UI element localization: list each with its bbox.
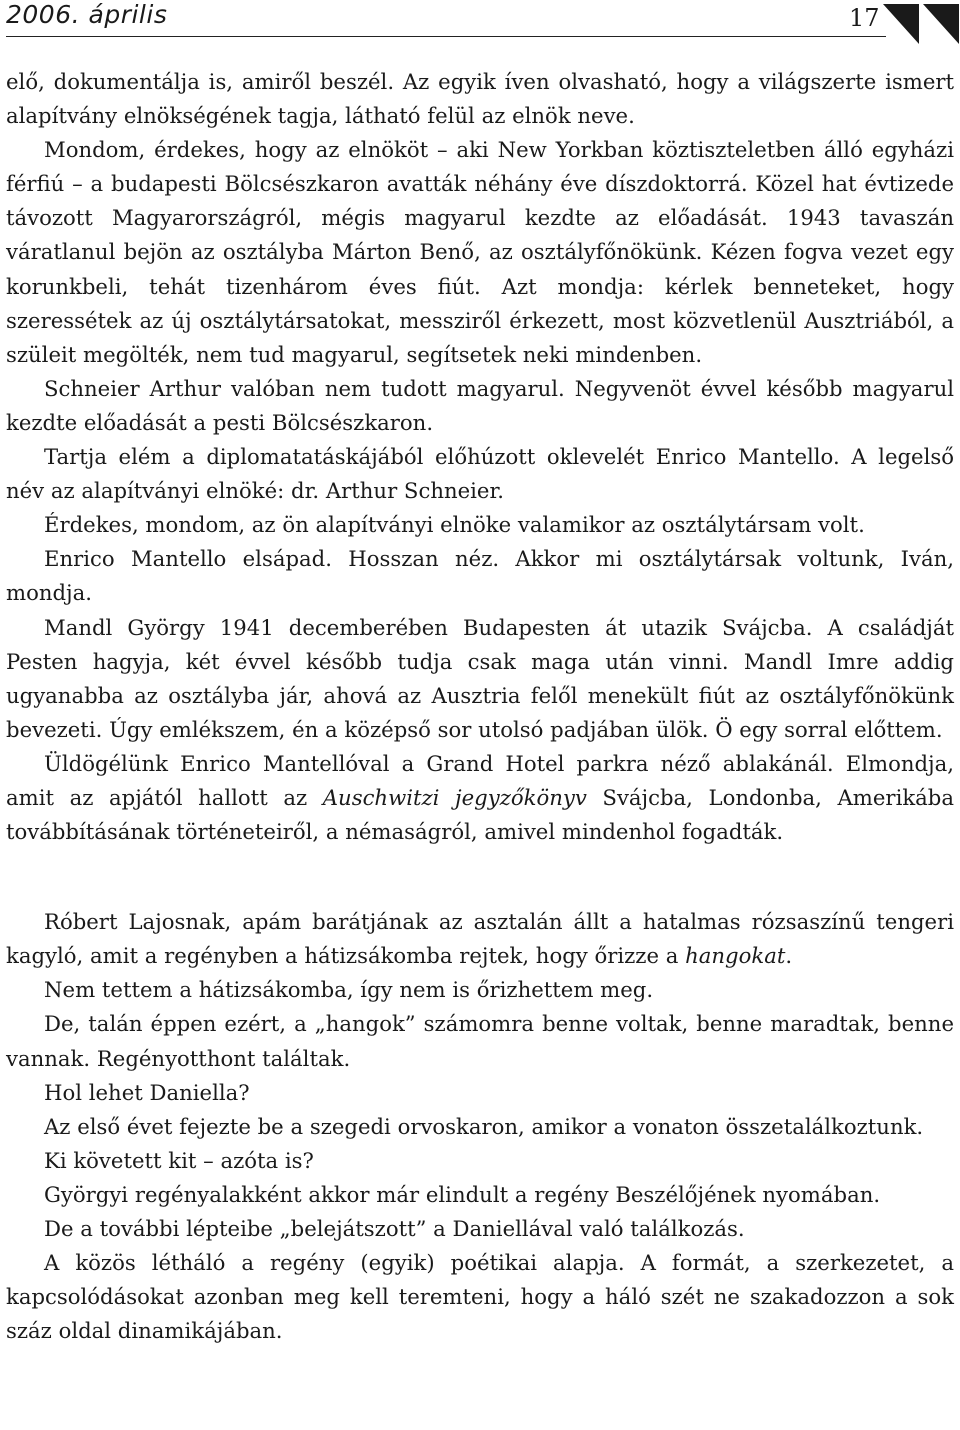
paragraph: Schneier Arthur valóban nem tudott magyarul. Negyvenöt évvel később magyarul kezdte előadását a pesti Bölcsészkaron. <box>6 375 954 435</box>
paragraph: Nem tettem a hátizsákomba, így nem is őrizhettem meg. <box>44 977 654 1003</box>
paragraph-text: . <box>785 943 793 969</box>
paragraph <box>6 905 954 973</box>
paragraph: Ki követett kit – azóta is? <box>44 1147 314 1173</box>
paragraph <box>6 747 954 849</box>
paragraph: Mondom, érdekes, hogy az elnököt – aki New Yorkban köztiszteletben álló egyházi férfiú – a budapesti Bölcsészkaron avatták néhány éve díszdoktorrá. Közel hat évtizede távozott Magyarországról, mégis magyarul kezdte az előadását. 1943 tavaszán váratlanul bejön az osztályba Márton Benő, az osztályfőnökünk. Kézen fogva vezet egy korunkbeli, tehát tizenhárom éves fiút. Azt mondja: kérlek benneteket, hogy szeressétek az új osztálytársatokat, messziről érkezett, most közvetlenül Ausztriából, a szüleit megölték, nem tud magyarul, segítsetek neki mindenben. <box>6 137 954 367</box>
paragraph: De, talán éppen ezért, a „hangok” számomra benne voltak, benne maradtak, benne vannak. Regényotthont találtak. <box>6 1011 954 1071</box>
article-body <box>6 65 954 1348</box>
page-header <box>6 0 956 40</box>
paragraph-text: Svájcba, Londonba, Amerikába továbbításának történeteiről, a némaságról, amivel mindenhol fogadták. <box>6 784 955 845</box>
paragraph: Enrico Mantello elsápad. Hosszan néz. Akkor mi osztálytársak voltunk, Iván, mondja. <box>6 546 954 606</box>
text-block-bottom <box>6 905 954 1348</box>
paragraph: A közös létháló a regény (egyik) poétikai alapja. A formát, a szerkezetet, a kapcsolódásokat azonban meg kell teremteni, hogy a háló szét ne szakadozzon a sok száz oldal dinamikájában. <box>6 1250 954 1344</box>
section-gap <box>6 849 954 905</box>
paragraph-text: Róbert Lajosnak, apám barátjának az asztalán állt a hatalmas rózsaszínű tengeri kagyló, amit a regényben a hátizsákomba rejtek, hogy őrizze a <box>6 909 954 969</box>
paragraph: Hol lehet Daniella? <box>44 1079 250 1105</box>
paragraph: Az első évet fejezte be a szegedi orvoskaron, amikor a vonaton összetalálkoztunk. <box>44 1113 924 1139</box>
text-block-top <box>6 65 954 849</box>
issue-date: 2006. április <box>6 0 168 29</box>
paragraph-text: Üldögélünk Enrico Mantellóval a Grand Hotel parkra néző ablakánál. Elmondja, amit az apjától hallott az <box>6 750 954 810</box>
paragraph: Érdekes, mondom, az ön alapítványi elnöke valamikor az osztálytársam volt. <box>44 512 865 538</box>
italic-title: Auschwitzi jegyzőkönyv <box>322 784 587 810</box>
italic-title: hangokat <box>685 943 786 969</box>
page-number: 17 <box>849 4 880 32</box>
paragraph: elő, dokumentálja is, amiről beszél. Az egyik íven olvasható, hogy a világszerte ismert alapítvány elnökségének tagja, látható felül az elnök neve. <box>6 69 954 129</box>
double-triangle-icon <box>883 4 960 44</box>
paragraph: Mandl György 1941 decemberében Budapesten át utazik Svájcba. A családját Pesten hagyja, két évvel később tudja csak maga után vinni. Mandl Imre addig ugyanabba az osztályba jár, ahová az Ausztria felől menekült fiút az osztályfőnökünk bevezeti. Úgy emlékszem, én a középső sor utolsó padjában ülök. Ö egy sorral előttem. <box>6 614 954 742</box>
paragraph: Györgyi regényalakként akkor már elindult a regény Beszélőjének nyomában. <box>44 1181 881 1207</box>
header-rule <box>6 36 886 37</box>
paragraph: De a további lépteibe „belejátszott” a Daniellával való találkozás. <box>44 1216 745 1241</box>
paragraph: Tartja elém a diplomatatáskájából előhúzott oklevelét Enrico Mantello. A legelső név az alapítványi elnöké: dr. Arthur Schneier. <box>6 444 954 504</box>
